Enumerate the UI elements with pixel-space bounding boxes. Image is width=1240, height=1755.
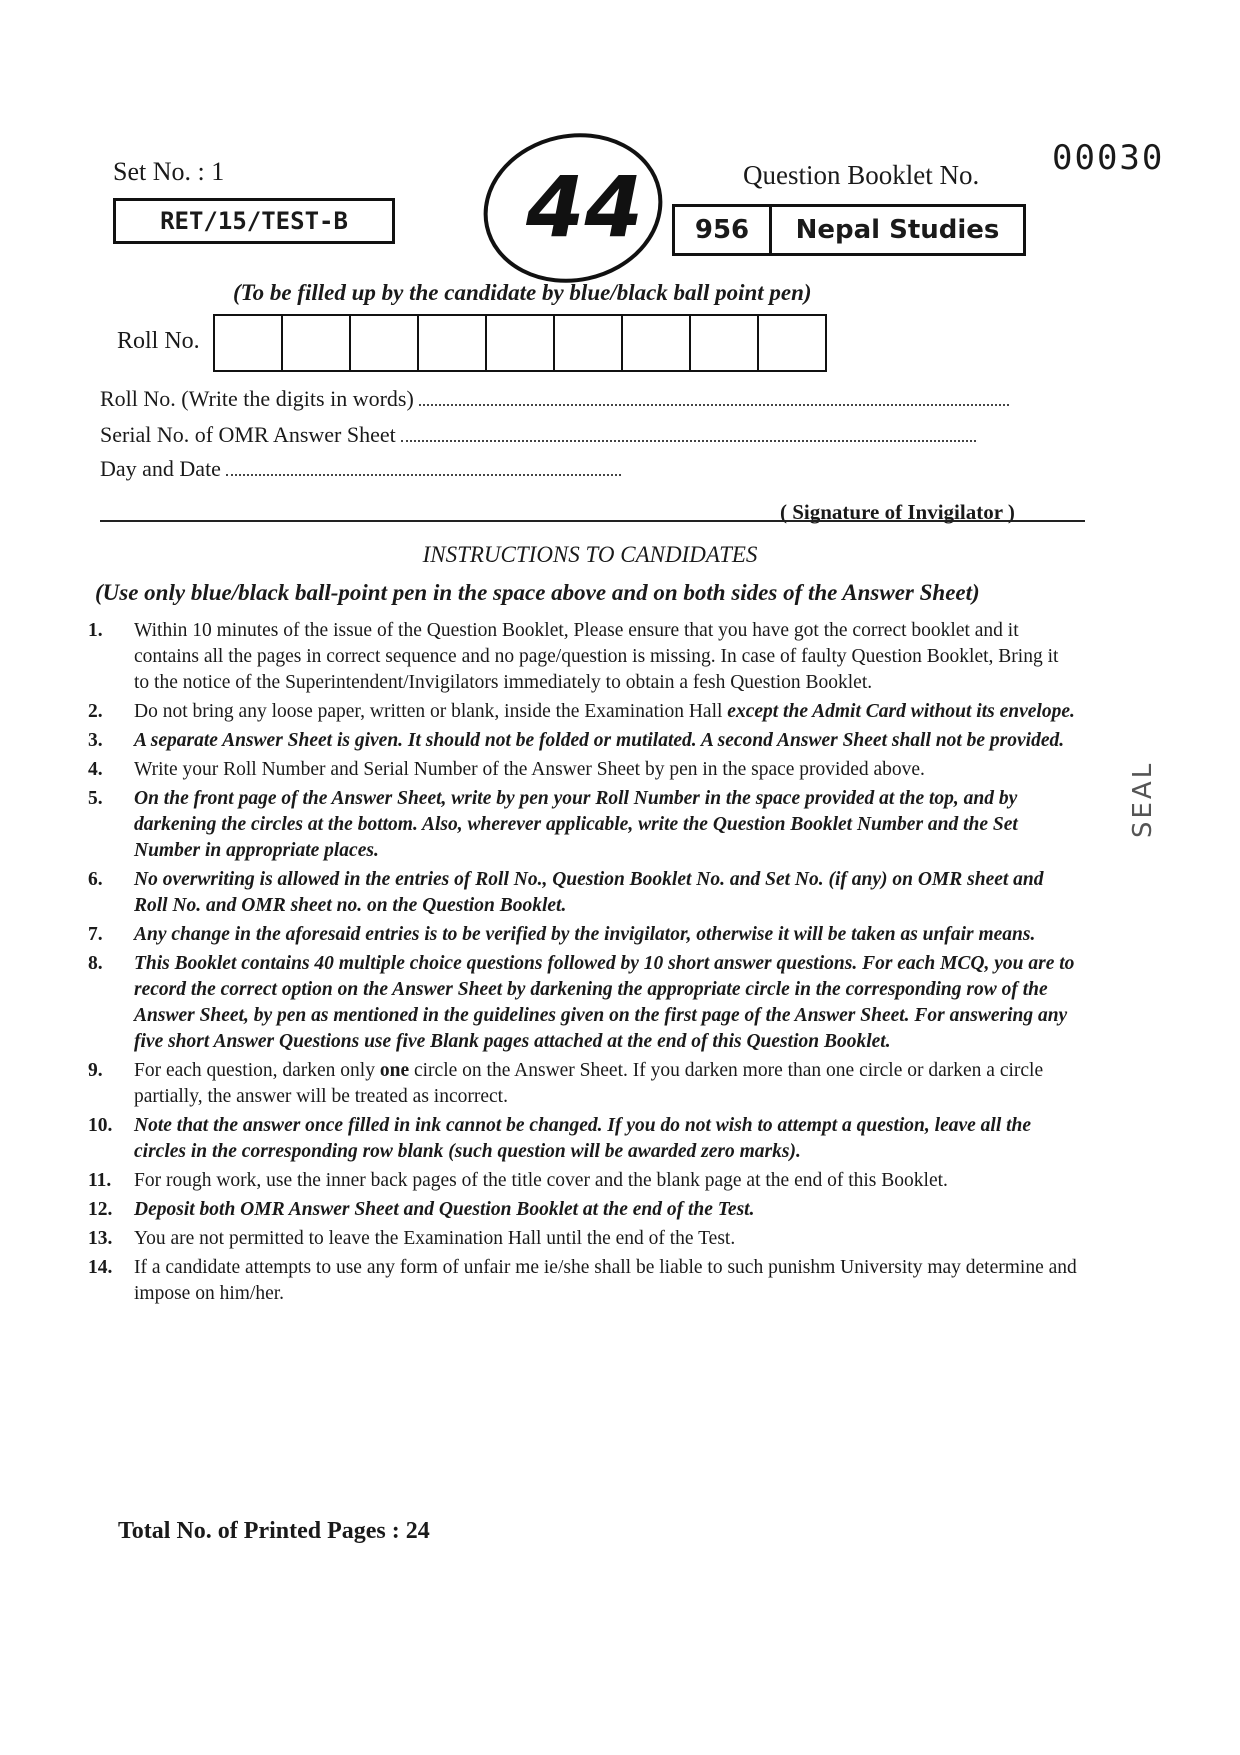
item-text: Within 10 minutes of the issue of the Question Booklet, Please ensure that you have got the correct booklet and it contains all the pages in correct sequence and no page/question is missing. In case of faulty Question Booklet, Bring it to the notice of the Superintendent/Invigilators immediately to obtain a fesh Question Booklet. <box>134 620 1059 693</box>
instruction-item <box>88 951 1078 1055</box>
item-number: 13. <box>88 1228 113 1249</box>
item-number: 11. <box>88 1170 112 1191</box>
item-text: This Booklet contains 40 multiple choice questions followed by 10 short answer questions. For each MCQ, you are to record the correct option on the Answer Sheet by darkening the appropriate circle in the corresponding row of the Answer Sheet, by pen as mentioned in the guidelines given on the first page of the Answer Sheet. For answering any five short Answer Questions use five Blank pages attached at the end of this Question Booklet. <box>134 953 1075 1052</box>
item-number: 8. <box>88 953 103 974</box>
instruction-item <box>88 1197 1078 1223</box>
instruction-item <box>88 1168 1078 1194</box>
instruction-item <box>88 1113 1078 1165</box>
item-text: If a candidate attempts to use any form of unfair me ie/she shall be liable to such punishm University may determine and impose on him/her. <box>134 1257 1077 1304</box>
instruction-item <box>88 1058 1078 1110</box>
instruction-list <box>88 618 1078 1310</box>
item-text: Any change in the aforesaid entries is to be verified by the invigilator, otherwise it will be taken as unfair means. <box>134 924 1036 945</box>
item-text: Note that the answer once filled in ink cannot be changed. If you do not wish to attempt a question, leave all the circles in the corresponding row blank (such question will be awarded zero marks). <box>134 1115 1032 1162</box>
instruction-item <box>88 786 1078 864</box>
instructions-subtitle: (Use only blue/black ball-point pen in the space above and on both sides of the Answer Sheet) <box>95 580 980 605</box>
item-text: For each question, darken only one circle on the Answer Sheet. If you darken more than one circle or darken a circle partially, the answer will be treated as incorrect. <box>134 1060 1044 1107</box>
item-text: Do not bring any loose paper, written or blank, inside the Examination Hall except the Admit Card without its envelope. <box>134 701 1075 722</box>
serial-number: 00030 <box>1052 138 1165 178</box>
roll-digit-box[interactable] <box>691 314 759 372</box>
item-text: On the front page of the Answer Sheet, write by pen your Roll Number in the space provided at the top, and by darkening the circles at the bottom. Also, wherever applicable, write the Question Booklet Number and the Set Number in appropriate places. <box>134 788 1018 861</box>
item-number: 4. <box>88 759 103 780</box>
instruction-item <box>88 1255 1078 1307</box>
fill-instruction-note: (To be filled up by the candidate by blue/black ball point pen) <box>233 280 812 305</box>
roll-digit-box[interactable] <box>555 314 623 372</box>
item-number: 5. <box>88 788 103 809</box>
test-code-box: RET/15/TEST-B <box>113 198 395 244</box>
day-date-row <box>100 456 621 482</box>
instructions-title: INSTRUCTIONS TO CANDIDATES <box>422 542 758 567</box>
instruction-item <box>88 1226 1078 1252</box>
instruction-item <box>88 757 1078 783</box>
invigilator-signature-label: ( Signature of Invigilator ) <box>780 500 1015 524</box>
instruction-item <box>88 699 1078 725</box>
handwritten-circled-mark <box>478 128 668 288</box>
item-number: 3. <box>88 730 103 751</box>
seal-stamp: SEAL <box>1128 760 1158 838</box>
roll-digit-box[interactable] <box>351 314 419 372</box>
omr-serial-field[interactable] <box>401 439 976 442</box>
day-date-label: Day and Date <box>100 456 221 481</box>
omr-serial-label: Serial No. of OMR Answer Sheet <box>100 422 396 447</box>
omr-serial-row <box>100 422 976 448</box>
item-number: 12. <box>88 1199 113 1220</box>
question-booklet-label: Question Booklet No. <box>743 160 980 190</box>
item-text: A separate Answer Sheet is given. It should not be folded or mutilated. A second Answer Sheet shall not be provided. <box>134 730 1065 751</box>
item-number: 6. <box>88 869 103 890</box>
item-number: 10. <box>88 1115 113 1136</box>
roll-digit-box[interactable] <box>487 314 555 372</box>
roll-digit-box[interactable] <box>215 314 283 372</box>
instruction-item <box>88 867 1078 919</box>
instruction-item <box>88 618 1078 696</box>
roll-digit-box[interactable] <box>283 314 351 372</box>
divider-line <box>100 520 1085 522</box>
item-number: 14. <box>88 1257 113 1278</box>
total-printed-pages: Total No. of Printed Pages : 24 <box>118 1518 430 1544</box>
item-number: 1. <box>88 620 103 641</box>
item-number: 9. <box>88 1060 103 1081</box>
item-number: 2. <box>88 701 103 722</box>
item-text: You are not permitted to leave the Examination Hall until the end of the Test. <box>134 1228 736 1249</box>
roll-in-words-label: Roll No. (Write the digits in words) <box>100 386 414 411</box>
subject-name: Nepal Studies <box>795 215 1000 245</box>
roll-no-boxes[interactable] <box>213 314 827 372</box>
roll-digit-box[interactable] <box>623 314 691 372</box>
roll-digit-box[interactable] <box>419 314 487 372</box>
roll-digit-box[interactable] <box>759 314 827 372</box>
roll-in-words-row <box>100 386 1009 412</box>
item-text: Write your Roll Number and Serial Number of the Answer Sheet by pen in the space provided above. <box>134 759 925 780</box>
item-text: For rough work, use the inner back pages of the title cover and the blank page at the end of this Booklet. <box>134 1170 948 1191</box>
day-date-field[interactable] <box>226 473 621 476</box>
set-number: Set No. : 1 <box>113 157 225 186</box>
item-number: 7. <box>88 924 103 945</box>
subject-code: 956 <box>675 207 772 253</box>
roll-no-label: Roll No. <box>117 328 200 354</box>
roll-in-words-field[interactable] <box>419 403 1009 406</box>
handwritten-number: 44 <box>526 158 643 256</box>
instruction-item <box>88 728 1078 754</box>
instruction-item <box>88 922 1078 948</box>
item-text: Deposit both OMR Answer Sheet and Question Booklet at the end of the Test. <box>134 1199 755 1220</box>
subject-box <box>672 204 1026 256</box>
item-text: No overwriting is allowed in the entries of Roll No., Question Booklet No. and Set No. (if any) on OMR sheet and Roll No. and OMR sheet no. on the Question Booklet. <box>134 869 1044 916</box>
